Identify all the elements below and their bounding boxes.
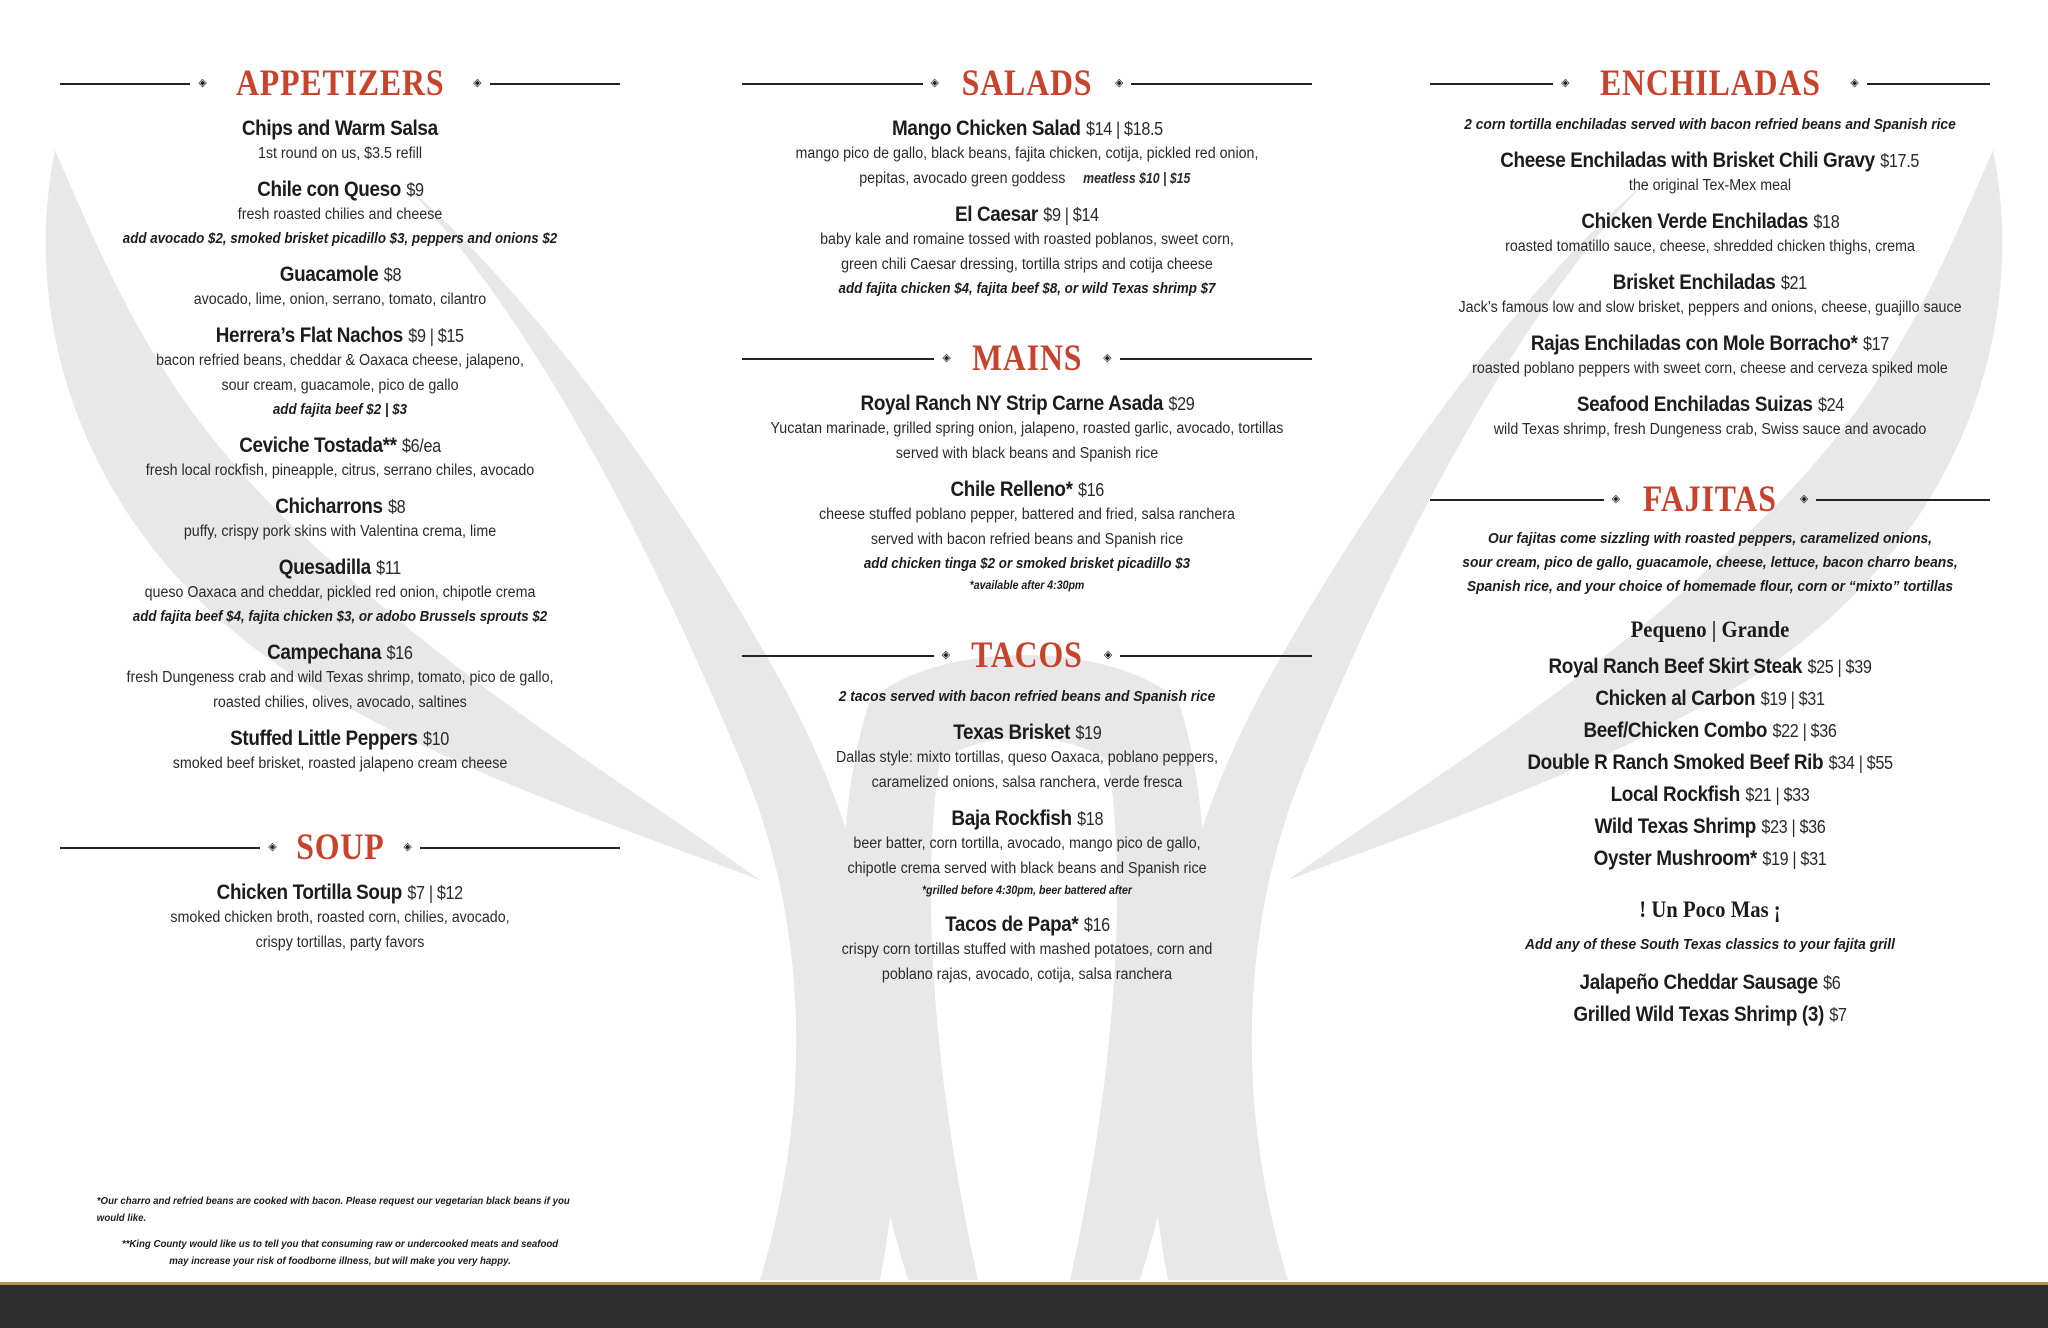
diamond-icon: ◈ — [1850, 77, 1859, 89]
item-description: the original Tex-Mex meal — [1628, 177, 1792, 194]
item-price: $9 — [405, 180, 424, 200]
menu-item — [60, 324, 620, 422]
extras-list — [1430, 967, 1990, 1031]
menu-item — [742, 392, 1312, 466]
item-description: smoked beef brisket, roasted jalapeno cream cheese — [172, 755, 508, 772]
diamond-icon: ◈ — [1103, 352, 1112, 364]
item-title: Local Rockfish — [1610, 783, 1740, 806]
item-title: Chile Relleno* — [950, 478, 1073, 501]
item-availability-note: *available after 4:30pm — [969, 580, 1085, 592]
item-description: smoked chicken broth, roasted corn, chilies, avocado, — [170, 909, 510, 926]
divider-line — [420, 847, 620, 849]
item-name — [892, 117, 1163, 141]
menu-item — [742, 913, 1312, 987]
county-footnote-line: may increase your risk of foodborne illness, but will make you very happy. — [169, 1255, 511, 1267]
item-title: Mango Chicken Salad — [891, 117, 1081, 140]
item-title: Texas Brisket — [952, 721, 1070, 744]
item-price: $9 | $14 — [1043, 205, 1099, 225]
diamond-icon: ◈ — [930, 77, 939, 89]
county-footnote-line: **King County would like us to tell you that consuming raw or undercooked meats and seafood — [121, 1238, 559, 1250]
diamond-icon: ◈ — [1115, 77, 1124, 89]
list-item — [1458, 779, 1962, 811]
item-price: $21 | $33 — [1745, 785, 1810, 805]
item-price: $18 — [1076, 809, 1103, 829]
item-price: $8 — [387, 497, 406, 517]
item-price: $17.5 — [1880, 151, 1920, 171]
item-name — [231, 727, 450, 751]
item-description: 1st round on us, $3.5 refill — [257, 145, 423, 162]
item-price: $22 | $36 — [1772, 721, 1837, 741]
menu-item — [742, 203, 1312, 301]
item-description: served with black beans and Spanish rice — [895, 445, 1159, 462]
menu-item — [60, 727, 620, 776]
item-price: $6 — [1823, 973, 1841, 993]
meatless-price: meatless $10 | $15 — [1082, 171, 1191, 187]
item-name: Chips and Warm Salsa — [242, 117, 438, 140]
item-name — [1613, 271, 1807, 295]
item-price: $9 | $15 — [408, 326, 464, 346]
divider-line — [1430, 83, 1553, 85]
item-title: Ceviche Tostada** — [239, 434, 397, 457]
item-title: Oyster Mushroom* — [1593, 847, 1757, 870]
menu-item — [742, 721, 1312, 795]
divider-line — [1120, 358, 1312, 360]
divider-line — [742, 655, 934, 657]
item-title: Campechana — [267, 641, 382, 664]
item-price: $16 — [1077, 480, 1104, 500]
divider-line — [742, 358, 934, 360]
item-name — [239, 434, 441, 458]
soup-header — [60, 826, 620, 869]
item-description-text: pepitas, avocado green goddess — [859, 170, 1066, 187]
list-item — [1458, 999, 1962, 1031]
item-title: Chicken Verde Enchiladas — [1580, 210, 1808, 233]
item-name — [267, 641, 412, 665]
item-name — [275, 495, 405, 519]
item-name — [950, 478, 1103, 502]
menu-item — [60, 117, 620, 166]
item-description: roasted poblano peppers with sweet corn, cheese and cerveza spiked mole — [1472, 360, 1948, 377]
divider-line — [60, 847, 260, 849]
extras-header: ! Un Poco Mas ¡ — [1639, 897, 1781, 922]
item-price: $19 — [1075, 723, 1102, 743]
column-middle — [742, 62, 1312, 987]
menu-item — [60, 556, 620, 629]
item-name — [217, 881, 463, 905]
divider-line — [1131, 83, 1312, 85]
item-price: $34 | $55 — [1828, 753, 1893, 773]
footer-bar — [0, 1282, 2048, 1328]
item-title: Grilled Wild Texas Shrimp (3) — [1573, 1003, 1824, 1026]
list-item — [1458, 843, 1962, 875]
item-title: Double R Ranch Smoked Beef Rib — [1527, 751, 1824, 774]
fajitas-note-line: Our fajitas come sizzling with roasted peppers, caramelized onions, — [1487, 530, 1933, 547]
list-item — [1458, 967, 1962, 999]
item-name — [945, 913, 1110, 937]
divider-line — [490, 83, 620, 85]
item-name — [1581, 210, 1839, 234]
menu-item — [1430, 332, 1990, 381]
list-item — [1458, 651, 1962, 683]
diamond-icon: ◈ — [1561, 77, 1570, 89]
item-title: Royal Ranch NY Strip Carne Asada — [860, 392, 1163, 415]
item-title: Quesadilla — [278, 556, 371, 579]
item-title: El Caesar — [955, 203, 1039, 226]
item-addon: add fajita chicken $4, fajita beef $8, or wild Texas shrimp $7 — [838, 281, 1216, 297]
item-description: roasted tomatillo sauce, cheese, shredded chicken thighs, crema — [1505, 238, 1915, 255]
fajitas-title: FAJITAS — [1643, 479, 1777, 520]
divider-line — [1120, 655, 1312, 657]
item-title: Jalapeño Cheddar Sausage — [1579, 971, 1818, 994]
item-description: poblano rajas, avocado, cotija, salsa ranchera — [881, 966, 1173, 983]
item-name — [216, 324, 464, 348]
item-title: Chile con Queso — [256, 178, 401, 201]
item-description: crispy corn tortillas stuffed with mashed potatoes, corn and — [841, 941, 1213, 958]
menu-item — [60, 263, 620, 312]
item-price: $19 | $31 — [1762, 849, 1827, 869]
diamond-icon: ◈ — [473, 77, 482, 89]
divider-line — [1867, 83, 1990, 85]
item-price: $17 — [1863, 334, 1890, 354]
item-title: Chicken Tortilla Soup — [216, 881, 403, 904]
list-item — [1458, 715, 1962, 747]
diamond-icon: ◈ — [198, 77, 207, 89]
item-description: caramelized onions, salsa ranchera, verde fresca — [871, 774, 1183, 791]
item-description: wild Texas shrimp, fresh Dungeness crab, Swiss sauce and avocado — [1493, 421, 1927, 438]
item-description: served with bacon refried beans and Spanish rice — [870, 531, 1184, 548]
item-price: $23 | $36 — [1761, 817, 1826, 837]
tacos-header — [742, 634, 1312, 677]
item-description: queso Oaxaca and cheddar, pickled red onion, chipotle crema — [144, 584, 536, 601]
item-name — [279, 556, 401, 580]
item-title: Tacos de Papa* — [944, 913, 1078, 936]
item-title: Wild Texas Shrimp — [1594, 815, 1756, 838]
item-name — [955, 203, 1099, 227]
list-item — [1458, 683, 1962, 715]
appetizers-title: APPETIZERS — [235, 63, 445, 104]
menu-item — [60, 881, 620, 955]
extras-note: Add any of these South Texas classics to your fajita grill — [1525, 936, 1895, 953]
item-description: puffy, crispy pork skins with Valentina crema, lime — [183, 523, 497, 540]
item-title: Herrera’s Flat Nachos — [216, 324, 404, 347]
bean-footnote: *Our charro and refried beans are cooked with bacon. Please request our vegetarian black beans if you would like. — [96, 1195, 570, 1224]
item-price: $7 — [1829, 1005, 1847, 1025]
salads-header — [742, 62, 1312, 105]
list-item — [1458, 811, 1962, 843]
item-title: Baja Rockfish — [951, 807, 1072, 830]
tacos-note: 2 tacos served with bacon refried beans and Spanish rice — [838, 688, 1216, 705]
item-description: fresh Dungeness crab and wild Texas shrimp, tomato, pico de gallo, — [126, 669, 554, 686]
item-description: beer batter, corn tortilla, avocado, mango pico de gallo, — [853, 835, 1201, 852]
item-price: $29 — [1167, 394, 1194, 414]
salads-title: SALADS — [961, 63, 1093, 104]
item-title: Royal Ranch Beef Skirt Steak — [1548, 655, 1803, 678]
menu-item — [60, 495, 620, 544]
footnotes — [60, 1193, 620, 1270]
fajitas-note-line: sour cream, pico de gallo, guacamole, cheese, lettuce, bacon charro beans, — [1462, 554, 1958, 571]
fajitas-note-line: Spanish rice, and your choice of homemade flour, corn or “mixto” tortillas — [1466, 578, 1954, 595]
menu-item — [742, 807, 1312, 901]
menu-item — [742, 478, 1312, 596]
enchiladas-title: ENCHILADAS — [1599, 63, 1821, 104]
item-price: $21 — [1781, 273, 1808, 293]
appetizers-header — [60, 62, 620, 105]
menu-item — [1430, 271, 1990, 320]
item-name — [257, 178, 423, 202]
item-title: Cheese Enchiladas with Brisket Chili Gravy — [1500, 149, 1876, 172]
item-description: baby kale and romaine tossed with roasted poblanos, sweet corn, — [820, 231, 1234, 248]
item-price: $19 | $31 — [1760, 689, 1825, 709]
item-description: crispy tortillas, party favors — [255, 934, 425, 951]
item-description: mango pico de gallo, black beans, fajita chicken, cotija, pickled red onion, — [795, 145, 1259, 162]
item-description: Yucatan marinade, grilled spring onion, jalapeno, roasted garlic, avocado, tortillas — [770, 420, 1284, 437]
item-description: roasted chilies, olives, avocado, saltines — [213, 694, 467, 711]
divider-line — [1816, 499, 1990, 501]
diamond-icon: ◈ — [268, 841, 277, 853]
item-description: fresh local rockfish, pineapple, citrus, serrano chiles, avocado — [145, 462, 535, 479]
item-price: $25 | $39 — [1807, 657, 1872, 677]
item-title: Guacamole — [279, 263, 378, 286]
divider-line — [60, 83, 190, 85]
item-price: $16 — [1083, 915, 1110, 935]
item-description: chipotle crema served with black beans and Spanish rice — [847, 860, 1207, 877]
fajita-size-header: Pequeno | Grande — [1630, 617, 1790, 642]
item-prep-note: *grilled before 4:30pm, beer battered after — [922, 885, 1132, 897]
column-right — [1430, 62, 1990, 1031]
item-title: Seafood Enchiladas Suizas — [1576, 393, 1813, 416]
diamond-icon: ◈ — [403, 841, 412, 853]
menu-item — [60, 178, 620, 251]
mains-title: MAINS — [971, 338, 1083, 379]
column-left — [60, 62, 620, 955]
item-name — [951, 807, 1103, 831]
item-addon: add chicken tinga $2 or smoked brisket picadillo $3 — [863, 556, 1191, 572]
item-description: fresh roasted chilies and cheese — [237, 206, 443, 223]
item-name — [953, 721, 1101, 745]
list-item — [1458, 747, 1962, 779]
item-price: $6/ea — [402, 436, 441, 456]
item-description: avocado, lime, onion, serrano, tomato, cilantro — [193, 291, 487, 308]
item-description: cheese stuffed poblano pepper, battered and fried, salsa ranchera — [819, 506, 1235, 523]
item-price: $10 — [423, 729, 450, 749]
fajitas-header — [1430, 478, 1990, 521]
menu-item — [1430, 149, 1990, 198]
item-description: bacon refried beans, cheddar & Oaxaca cheese, jalapeno, — [156, 352, 524, 369]
item-title: Brisket Enchiladas — [1612, 271, 1776, 294]
fajitas-note — [1430, 527, 1990, 599]
menu-item — [60, 641, 620, 715]
menu-item — [742, 117, 1312, 191]
item-title: Chicharrons — [274, 495, 383, 518]
fajita-list — [1430, 651, 1990, 875]
item-addon: add fajita beef $2 | $3 — [272, 402, 408, 418]
item-addon: add fajita beef $4, fajita chicken $3, or adobo Brussels sprouts $2 — [132, 609, 548, 625]
diamond-icon: ◈ — [942, 352, 951, 364]
item-name — [1531, 332, 1889, 356]
item-description: sour cream, guacamole, pico de gallo — [221, 377, 459, 394]
item-name — [279, 263, 400, 287]
item-title: Chicken al Carbon — [1595, 687, 1756, 710]
item-price: $18 — [1813, 212, 1840, 232]
mains-header — [742, 337, 1312, 380]
item-price: $16 — [386, 643, 413, 663]
item-title: Beef/Chicken Combo — [1583, 719, 1768, 742]
diamond-icon: ◈ — [1799, 493, 1809, 505]
item-description: green chili Caesar dressing, tortilla strips and cotija cheese — [841, 256, 1213, 273]
item-name — [860, 392, 1194, 416]
tacos-title: TACOS — [971, 635, 1083, 676]
item-name — [1501, 149, 1920, 173]
item-name — [1576, 393, 1843, 417]
item-price: $14 | $18.5 — [1085, 119, 1163, 139]
item-addon: add avocado $2, smoked brisket picadillo $3, peppers and onions $2 — [122, 231, 558, 247]
menu-item — [60, 434, 620, 483]
soup-title: SOUP — [295, 827, 385, 868]
divider-line — [742, 83, 923, 85]
menu-item — [1430, 210, 1990, 259]
item-price: $8 — [383, 265, 401, 285]
item-description: Jack’s famous low and slow brisket, peppers and onions, cheese, guajillo sauce — [1458, 299, 1962, 316]
menu-item — [1430, 393, 1990, 442]
divider-line — [1430, 499, 1604, 501]
diamond-icon: ◈ — [1103, 649, 1113, 661]
item-price: $11 — [376, 558, 402, 578]
item-description — [765, 166, 1289, 191]
item-title: Stuffed Little Peppers — [230, 727, 419, 750]
enchiladas-header — [1430, 62, 1990, 105]
enchiladas-note: 2 corn tortilla enchiladas served with bacon refried beans and Spanish rice — [1464, 116, 1956, 133]
item-price: $7 | $12 — [407, 883, 464, 903]
diamond-icon: ◈ — [941, 649, 951, 661]
item-title: Rajas Enchiladas con Mole Borracho* — [1530, 332, 1858, 355]
item-price: $24 — [1817, 395, 1844, 415]
diamond-icon: ◈ — [1611, 493, 1621, 505]
item-description: Dallas style: mixto tortillas, queso Oaxaca, poblano peppers, — [835, 749, 1219, 766]
